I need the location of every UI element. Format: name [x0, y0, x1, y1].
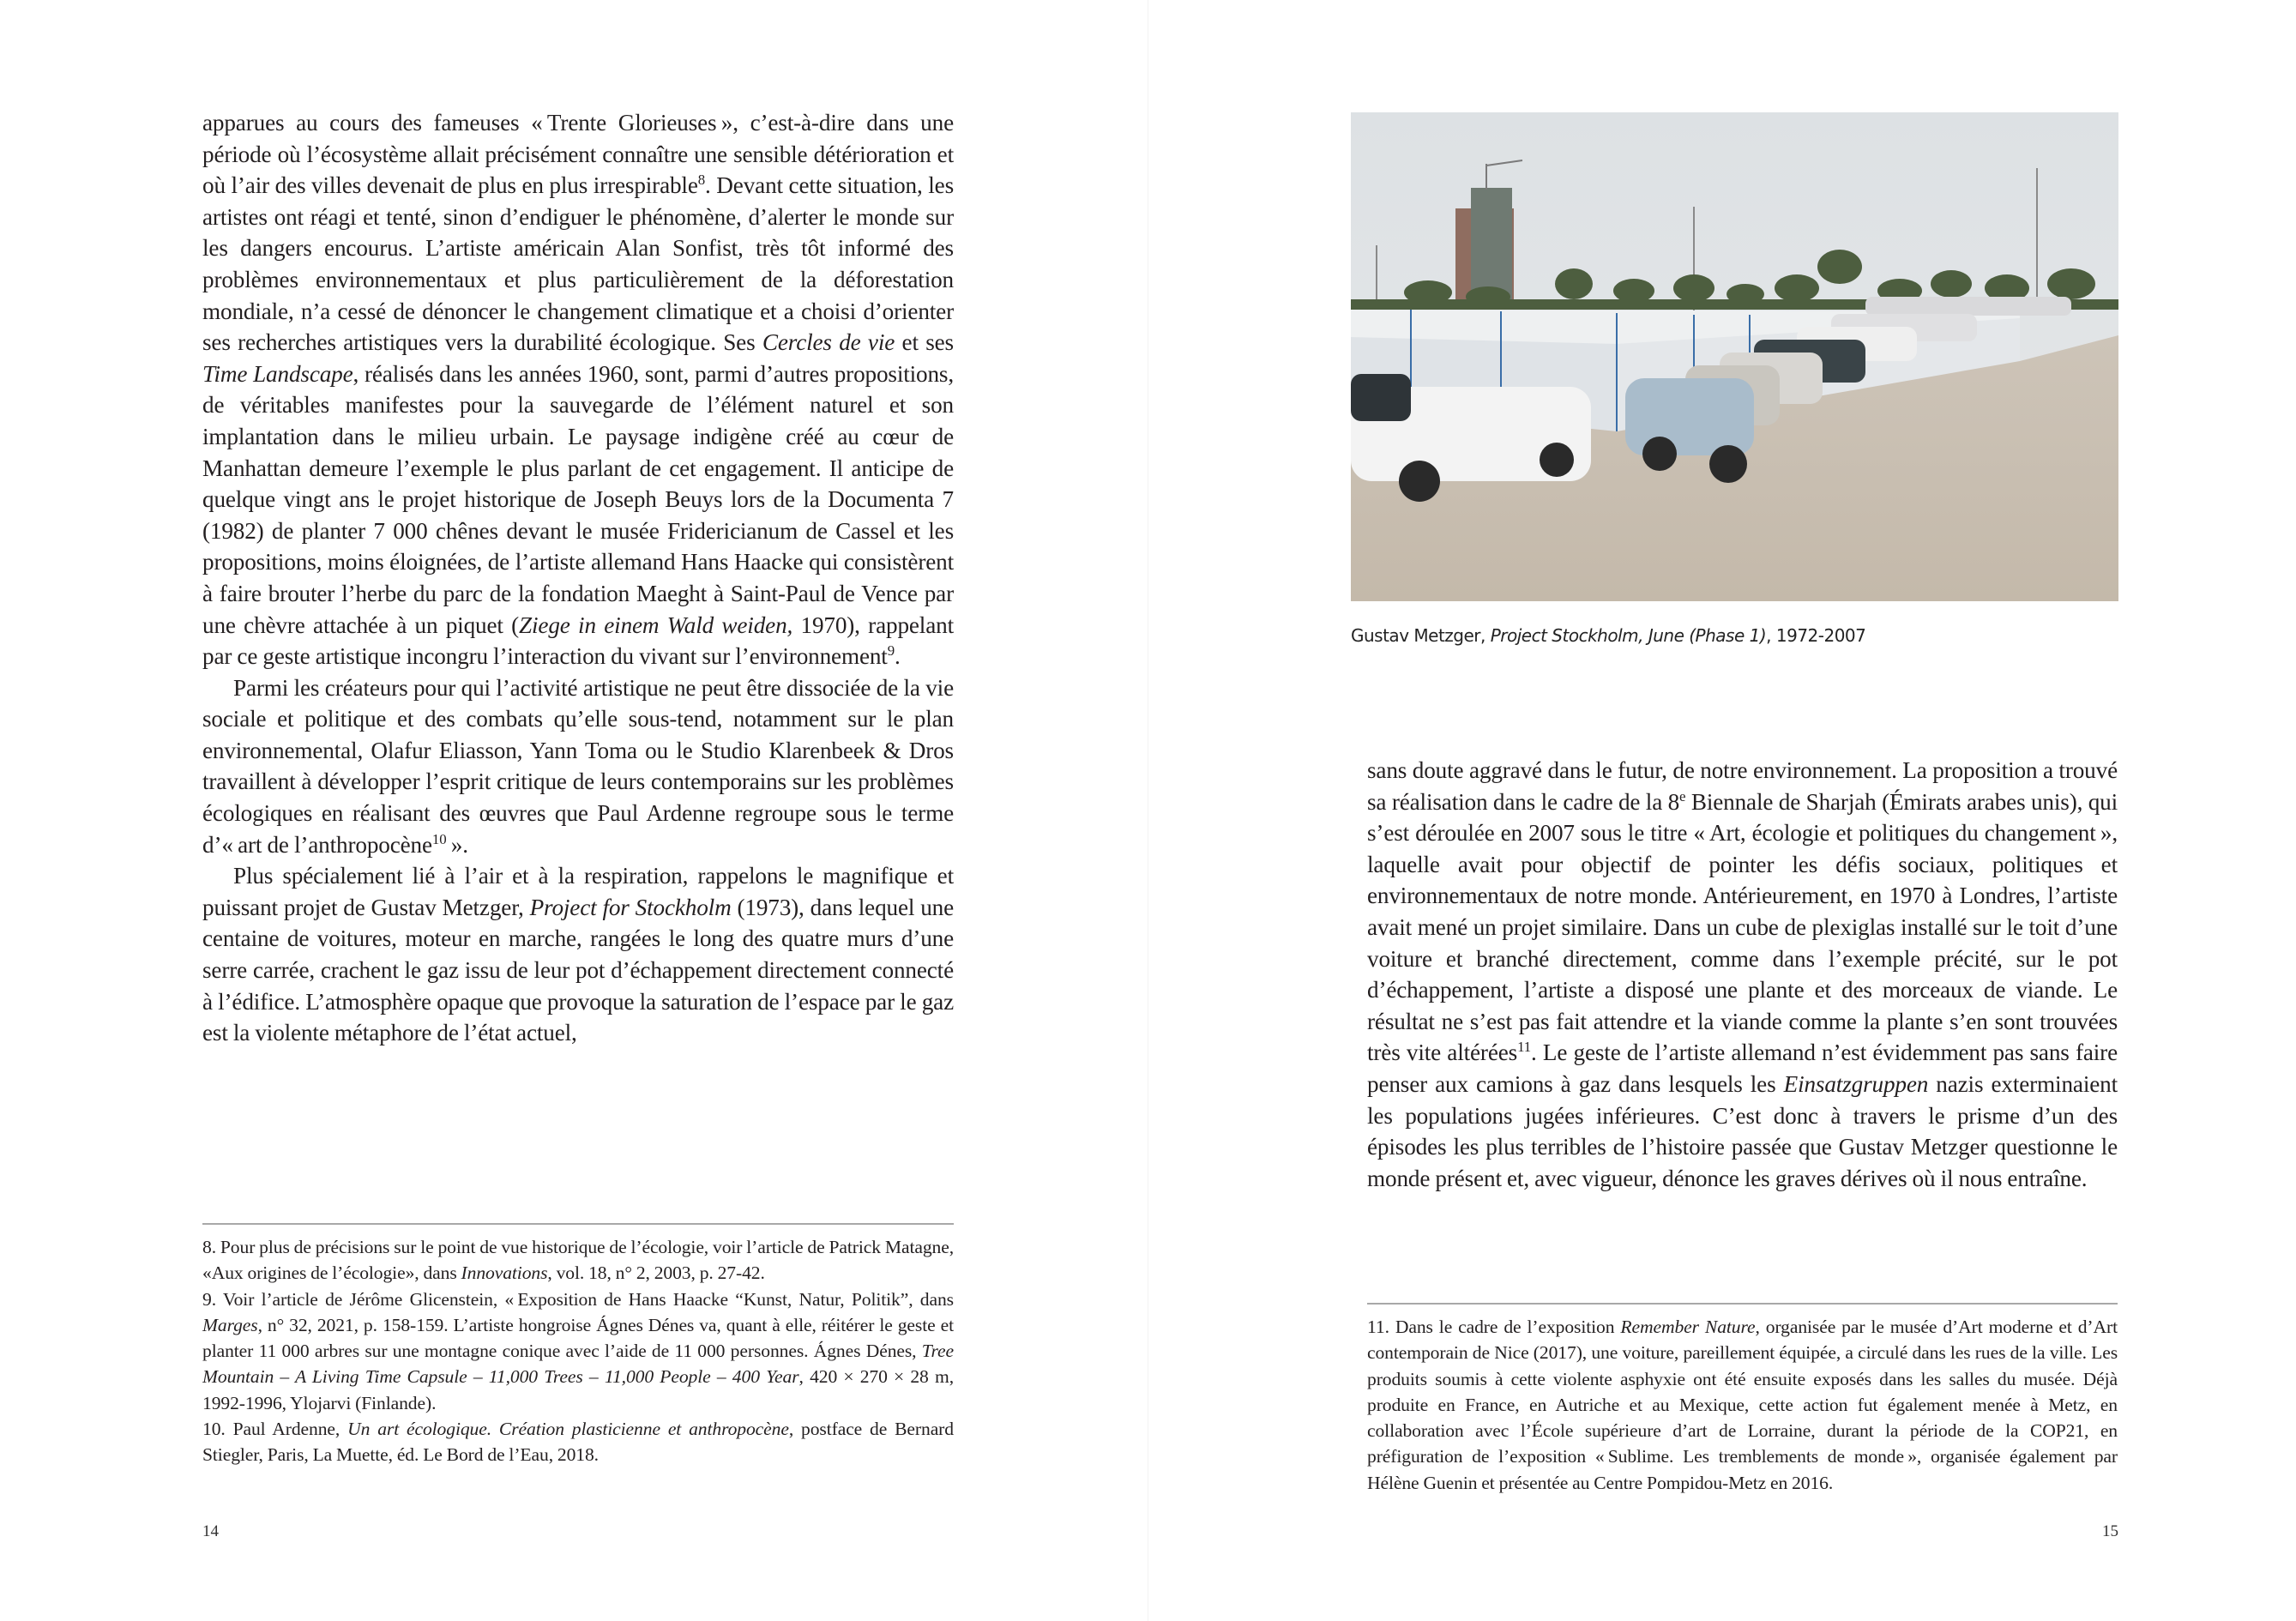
body-paragraph: Parmi les créateurs pour qui l’activité artistique ne peut être dissociée de la vie sociale et politique et des combats qu’elle sous-tend, notamment sur le plan environnemental, Olafur Eliasson, Yann Toma ou le Studio Klarenbeek & Dros travaillent à développer l’esprit critique de leurs contemporains sur les problèmes écologiques en réalisant des œuvres que Paul Ardenne regroupe sous le terme d’« art de l’anthropocène$^{10}$ ». — [202, 674, 954, 858]
footnote-separator — [202, 1223, 954, 1225]
body-paragraph: sans doute aggravé dans le futur, de notre environnement. La proposition a trouvé sa réalisation dans le cadre de la 8e Biennale de Sharjah (Émirats arabes unis), qui s’est déroulée en 2007 sous le titre « Art, écologie et politiques du changement », laquelle avait pour objectif de pointer les défis sociaux, politiques et environnementaux de notre monde. Antérieurement, en 1970 à Londres, l’artiste avait mené un projet similaire. Dans un cube de plexiglas installé sur le toit d’une voiture et branché directement, comme dans l’exemple précité, sur le pot d’échappement, l’artiste a disposé une plante et des morceaux de viande. Le résultat ne s’est pas fait attendre et la viande comme la plante s’en sont trouvées très vite altérées$^{11}$. Le geste de l’artiste allemand n’est évidemment pas sans faire penser aux camions à gaz dans lesquels les Einsatzgruppen nazis exterminaient les populations jugées inférieures. C’est donc à travers le prisme d’un des épisodes les plus terribles de l’histoire passée que Gustav Metzger questionne le monde présent et, avec vigueur, dénonce les graves dérives où il nous entraîne. — [1367, 757, 2118, 1191]
footnote: 11. Dans le cadre de l’exposition Remember Nature, organisée par le musée d’Art moderne et d’Art contemporain de Nice (2017), une voiture, pareillement équipée, a circulé dans les rues de la ville. Les produits soumis à cette violente asphyxie ont été ensuite exposés dans les salles du musée. Déjà produite en France, en Autriche et au Mexique, cette action fut également menée à Metz, en collaboration avec l’École supérieure d’art de Lorraine, durant la période de la COP21, en préfiguration de l’exposition « Sublime. Les tremblements de monde », organisée également par Hélène Guenin et présentée au Centre Pompidou-Metz en 2016. — [1367, 1317, 2118, 1493]
right-footnotes — [1367, 1314, 2118, 1496]
body-paragraph: apparues au cours des fameuses « Trente Glorieuses », c’est-à-dire dans une période où l’écosystème allait précisément connaître une sensible détérioration et où l’air des villes devenait de plus en plus irrespirable$^8$. Devant cette situation, les artistes ont réagi et tenté, sinon d’endiguer le phénomène, d’alerter le monde sur les dangers encourus. L’artiste américain Alan Sonfist, très tôt informé des problèmes environnementaux et plus particulièrement de la déforestation mondiale, n’a cessé de dénoncer le changement climatique et a choisi d’orienter ses recherches artistiques vers la durabilité écologique. Ses Cercles de vie et ses Time Landscape, réalisés dans les années 1960, sont, parmi d’autres propositions, de véritables manifestes pour la sauvegarde de l’élément naturel et son implantation dans le milieu urbain. Le paysage indigène créé au cœur de Manhattan demeure l’exemple le plus parlant de cet engagement. Il anticipe de quelque vingt ans le projet historique de Joseph Beuys lors de la Documenta 7 (1982) de planter 7 000 chênes devant le musée Fridericianum de Cassel et les propositions, moins éloignées, de l’artiste allemand Hans Haacke qui consistèrent à faire brouter l’herbe du parc de la fondation Maeght à Saint-Paul de Vence par une chèvre attachée à un piquet (Ziege in einem Wald weiden, 1970), rappelant par ce geste artistique incongru l’interaction du vivant sur l’environnement$^9$. — [202, 110, 955, 670]
right-body-text — [1367, 755, 2118, 1194]
italic-title: Marges — [202, 1314, 258, 1335]
footnote-separator — [1367, 1303, 2118, 1305]
italic-title: Cercles de vie — [762, 329, 895, 356]
right-page — [1148, 0, 2296, 1621]
footnote-reference: 10 — [431, 830, 447, 847]
figure-caption: Gustav Metzger, Project Stockholm, June (Phase 1), 1972-2007 — [1351, 625, 1866, 646]
footnote-reference: 8 — [697, 172, 706, 189]
footnote: 9. Voir l’article de Jérôme Glicenstein, « Exposition de Hans Haacke “Kunst, Natur, Politik”, dans Marges, n° 32, 2021, p. 158-159. L’artiste hongroise Ágnes Dénes va, quant à elle, réitérer le geste et planter 11 000 arbres sur une montagne conique avec l’aide de 11 000 personnes. Ágnes Dénes, Tree Mountain – A Living Time Capsule – 11,000 Trees – 11,000 People – 400 Year, 420 × 270 × 28 m, 1992-1996, Ylojarvi (Finlande). — [202, 1288, 954, 1413]
italic-title: Un art écologique. Création plasticienne et anthropocène — [347, 1419, 789, 1440]
parked-cars-photo-image — [1351, 112, 2118, 601]
footnote-reference: 9 — [887, 642, 895, 660]
italic-title: Tree Mountain – A Living Time Capsule – 11,000 Trees – 11,000 People – 400 Year — [202, 1341, 954, 1388]
footnote: 8. Pour plus de précisions sur le point de vue historique de l’écologie, voir l’article de Patrick Matagne, «Aux origines de l’écologie», dans Innovations, vol. 18, n° 2, 2003, p. 27-42. — [202, 1237, 955, 1284]
footnote: 10. Paul Ardenne, Un art écologique. Création plasticienne et anthropocène, postface de Bernard Stiegler, Paris, La Muette, éd. Le Bord de l’Eau, 2018. — [202, 1419, 954, 1466]
italic-title: Project Stockholm, June (Phase 1) — [1490, 625, 1767, 646]
left-footnotes — [202, 1234, 954, 1468]
footnote-reference: e — [1679, 787, 1686, 804]
page-number: 15 — [2102, 1522, 2118, 1540]
page-number: 14 — [202, 1522, 219, 1540]
italic-title: Time Landscape — [202, 360, 353, 387]
italic-title: Remember Nature — [1620, 1317, 1756, 1337]
italic-title: Innovations — [461, 1262, 548, 1284]
body-paragraph: Plus spécialement lié à l’air et à la respiration, rappelons le magnifique et puissant projet de Gustav Metzger, Project for Stockholm (1973), dans lequel une centaine de voitures, moteur en marche, rangées le long des quatre murs d’une serre carrée, crachent le gaz issu de leur pot d’échappement directement connecté à l’édifice. L’atmosphère opaque que provoque la saturation de l’espace par le gaz est la violente métaphore de l’état actuel, — [202, 863, 955, 1046]
italic-title: Project for Stockholm — [529, 894, 732, 920]
italic-title: Ziege in einem Wald weiden, — [519, 612, 793, 638]
left-body-text — [202, 107, 954, 1049]
italic-title: Einsatzgruppen — [1783, 1070, 1929, 1097]
artwork-photo — [1351, 112, 2118, 601]
footnote-reference: 11 — [1517, 1039, 1532, 1056]
